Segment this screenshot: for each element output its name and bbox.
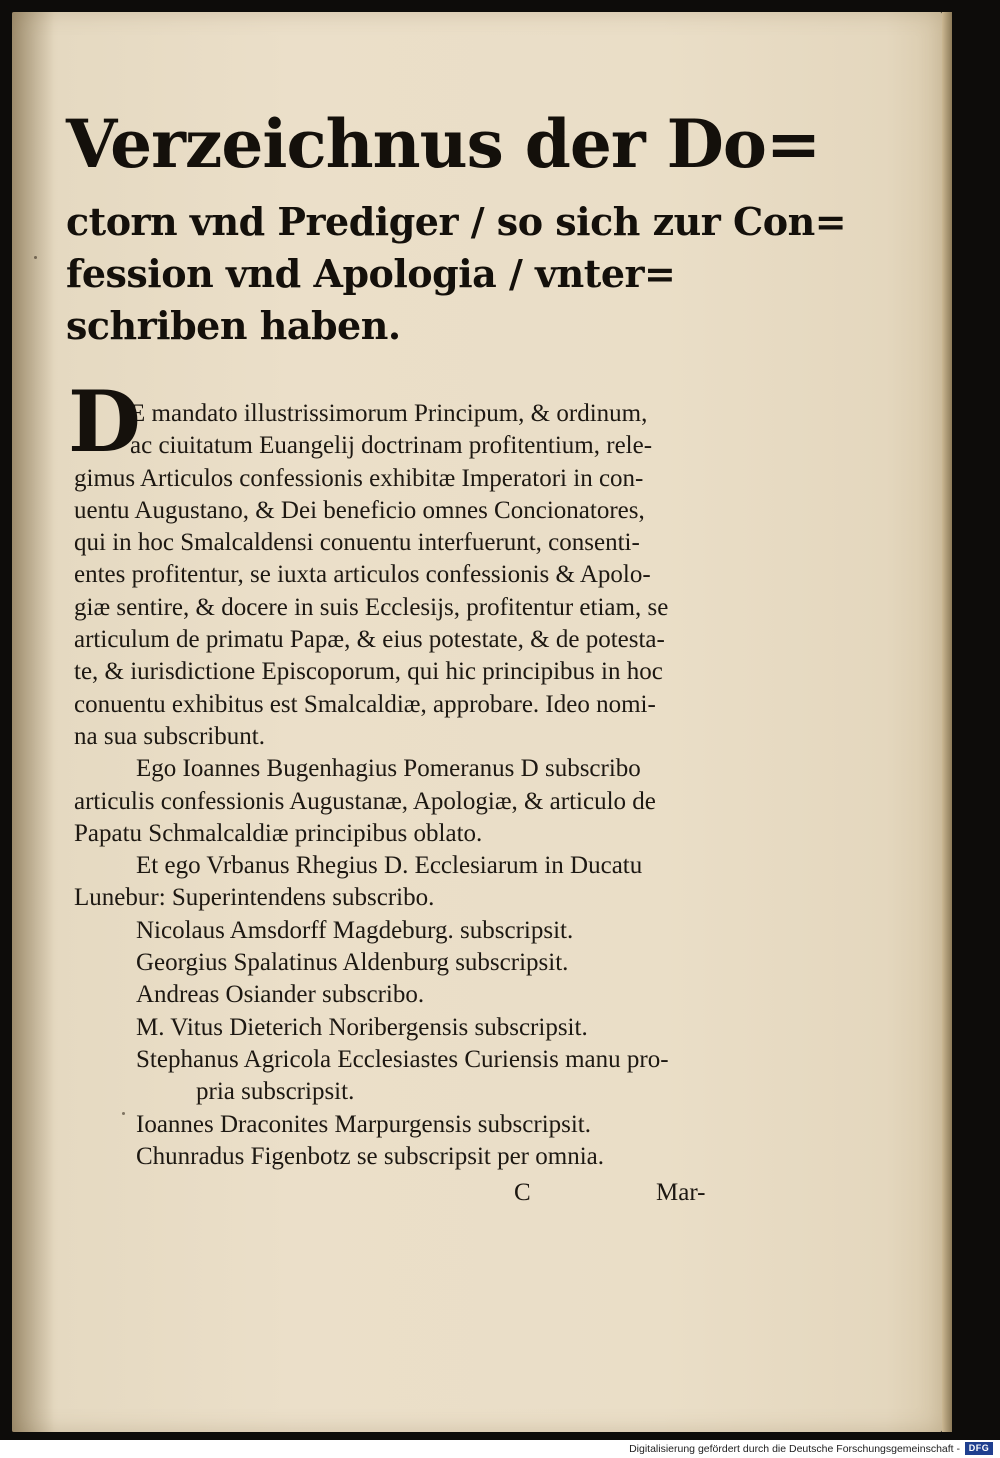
- text-line: articulis confessionis Augustanæ, Apologiæ, & articulo de: [74, 787, 656, 815]
- text-line: na sua subscribunt.: [74, 722, 265, 750]
- text-line: qui in hoc Smalcaldensi conuentu interfuerunt, consenti-: [74, 529, 640, 557]
- page-text: [56, 92, 847, 1207]
- dfg-logo-icon: DFG: [965, 1442, 993, 1455]
- signatory-line: Ioannes Draconites Marpurgensis subscripsit.: [136, 1110, 592, 1138]
- paragraph-bugenhagen: [56, 753, 736, 850]
- text-line: articulum de primatu Papæ, & eius potestate, & de potesta-: [74, 626, 665, 654]
- text-line: entes profitentur, se iuxta articulos confessionis & Apolo-: [74, 561, 651, 589]
- text-line: E mandato illustrissimorum Principum, & ordinum,: [130, 400, 648, 427]
- title-line: Verzeichnus der Do=: [66, 105, 821, 183]
- signatory-line: Georgius Spalatinus Aldenburg subscripsit.: [136, 949, 569, 977]
- ink-speck: [34, 256, 37, 259]
- text-line: conuentu exhibitus est Smalcaldiæ, approbare. Ideo nomi-: [74, 690, 656, 718]
- title-line: fession vnd Apologia / vnter=: [66, 251, 676, 296]
- paragraph-declaration: [56, 398, 736, 753]
- text-line: gimus Articulos confessionis exhibitæ Imperatori in con-: [74, 464, 644, 492]
- signatory-continuation: pria subscripsit.: [196, 1078, 355, 1106]
- paragraph-rhegius: [56, 850, 736, 915]
- text-line: Papatu Schmalcaldiæ principibus oblato.: [74, 819, 483, 847]
- signatory-line: Stephanus Agricola Ecclesiastes Curiensis manu pro-: [136, 1045, 669, 1073]
- page-edge: [942, 12, 952, 1432]
- text-line: giæ sentire, & docere in suis Ecclesijs, profitentur etiam, se: [74, 593, 669, 621]
- signatory-line: Nicolaus Amsdorff Magdeburg. subscripsit.: [136, 916, 574, 944]
- text-line: uentu Augustano, & Dei beneficio omnes Concionatores,: [74, 496, 645, 524]
- signature-mark: C: [514, 1179, 531, 1207]
- gutter-shadow: [12, 12, 54, 1432]
- text-line: Et ego Vrbanus Rhegius D. Ecclesiarum in Ducatu: [136, 852, 643, 880]
- body-text: [56, 398, 736, 1207]
- signatory-line: Andreas Osiander subscribo.: [136, 981, 425, 1009]
- page-title: [56, 92, 847, 352]
- signatory-line: M. Vitus Dieterich Noribergensis subscripsit.: [136, 1013, 588, 1041]
- text-line: Lunebur: Superintendens subscribo.: [74, 884, 435, 912]
- text-line: Ego Ioannes Bugenhagius Pomeranus D subscribo: [136, 755, 641, 783]
- text-line: te, & iurisdictione Episcoporum, qui hic principibus in hoc: [74, 658, 663, 686]
- text-line: ac ciuitatum Euangelij doctrinam profitentium, rele-: [130, 432, 653, 460]
- drop-cap: D: [68, 372, 141, 471]
- funding-credit: Digitalisierung gefördert durch die Deutsche Forschungsgemeinschaft -: [629, 1443, 960, 1455]
- title-line: schriben haben.: [66, 303, 401, 348]
- title-line: ctorn vnd Prediger / so sich zur Con=: [66, 199, 847, 244]
- catchword: Mar-: [656, 1179, 706, 1207]
- signatory-line: Chunradus Figenbotz se subscripsit per omnia.: [136, 1142, 604, 1170]
- signatory-list: [56, 915, 736, 1173]
